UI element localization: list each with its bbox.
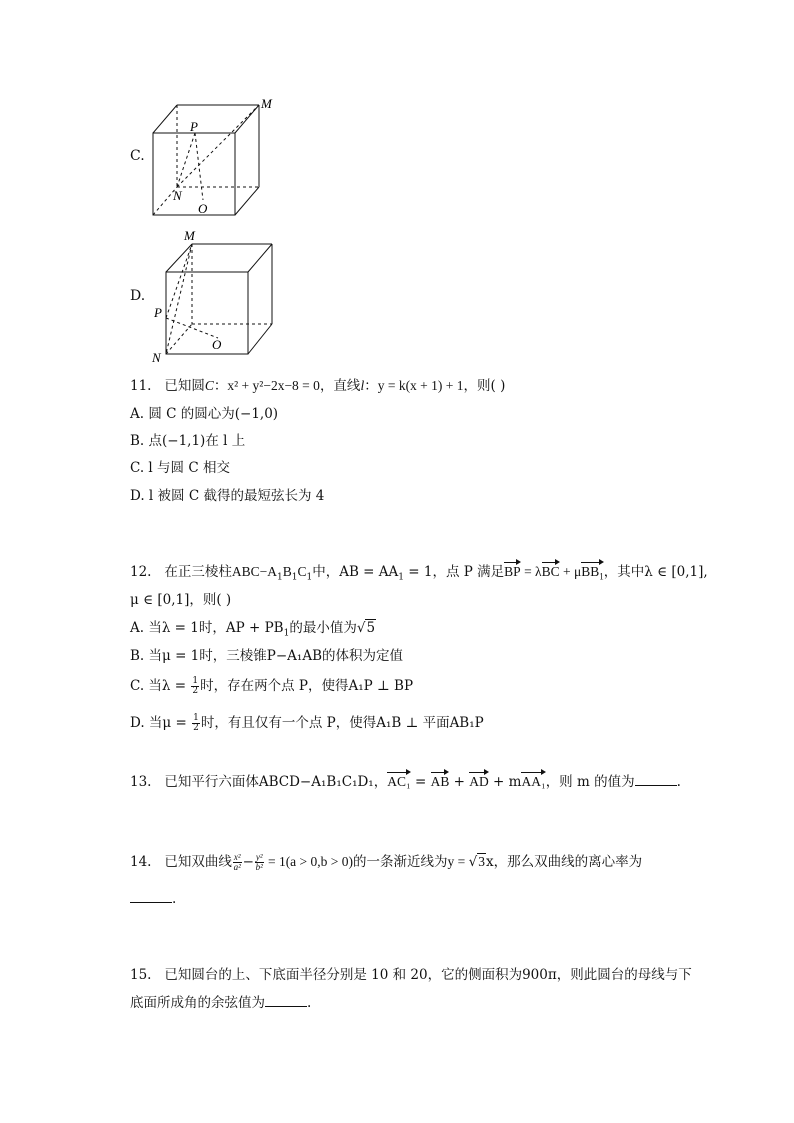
option-text: 时，有且仅有一个点 P，使得A₁B ⊥ 平面AB₁P	[200, 715, 484, 731]
question-number: 15.	[130, 967, 152, 983]
fraction-num: 1	[193, 713, 199, 723]
fraction-den: b²	[255, 862, 263, 872]
stem-text: + m	[488, 774, 522, 790]
option-text: 时，存在两个点 P，使得A₁P ⊥ BP	[200, 678, 414, 694]
option-12-d	[130, 713, 484, 733]
figure-c-letter: C.	[130, 148, 145, 164]
stem-text: .	[172, 891, 177, 907]
option-11-a: A. 圆 C 的圆心为(−1,0)	[130, 406, 279, 422]
vector-ab: AB	[431, 772, 450, 792]
question-11	[130, 376, 505, 396]
question-number: 12.	[130, 564, 152, 580]
stem-text: 底面所成角的余弦值为	[130, 995, 265, 1011]
vector-bp: BP	[504, 562, 521, 582]
fraction	[233, 853, 242, 872]
fraction	[191, 677, 199, 696]
figure-d-letter: D.	[130, 288, 146, 304]
cube-figure-c	[145, 95, 285, 220]
stem-text: ，直线	[319, 378, 361, 394]
stem-text: ，则 m 的值为	[545, 774, 635, 790]
question-13	[130, 771, 681, 792]
stem-text: ：	[364, 378, 378, 394]
label-p: P	[154, 305, 162, 320]
vector-ac1: AC₁	[387, 772, 410, 792]
vector-ad: AD	[469, 772, 489, 792]
question-number: 13.	[130, 774, 152, 790]
answer-blank[interactable]	[265, 992, 307, 1007]
vector-bc: BC	[542, 562, 560, 582]
fraction-num: 1	[192, 676, 199, 686]
fraction-den: 2	[193, 723, 199, 733]
sqrt-value: 5	[366, 620, 376, 636]
circle-equation: x² + y²−2x−8 = 0	[227, 378, 320, 393]
stem-sub: 1	[306, 572, 313, 583]
option-text: 的最小值为	[289, 620, 357, 636]
vector-bb1	[581, 562, 604, 587]
stem-text: 中，AB = AA	[312, 564, 399, 580]
fraction-num: x²	[233, 852, 241, 862]
question-14-line2	[130, 888, 176, 909]
sqrt-value: 3	[478, 854, 485, 869]
option-text: A. 当λ = 1时，AP + PB	[130, 620, 284, 636]
option-11-c: C. l 与圆 C 相交	[130, 460, 230, 476]
stem-text: 已知圆台的上、下底面半径分别是 10 和 20，它的侧面积为900π，则此圆台的母线与下	[164, 967, 692, 983]
stem-text: 已知圆	[164, 378, 205, 394]
stem-text: C	[297, 564, 307, 579]
option-12-a: A. 当λ = 1时，AP + $PB_1$的最小值为√5	[130, 620, 376, 639]
label-n: N	[152, 350, 161, 365]
vector-aa1: AA₁	[521, 772, 545, 792]
option-11-d: D. l 被圆 C 截得的最短弦长为 4	[130, 488, 325, 504]
fraction-den: a²	[233, 862, 241, 872]
stem-sub: 1	[276, 572, 283, 583]
stem-var: l	[360, 378, 365, 393]
fraction-den: 2	[192, 686, 199, 696]
stem-text: +	[449, 774, 470, 790]
fraction	[255, 853, 264, 872]
question-12	[130, 562, 708, 588]
stem-text: B	[282, 564, 292, 579]
stem-text: ：	[213, 378, 228, 394]
stem-text: −	[242, 854, 254, 870]
question-number: 11.	[130, 378, 152, 394]
question-15-line2	[130, 992, 311, 1013]
vector-sub: 1	[599, 571, 604, 582]
option-12-c	[130, 676, 413, 696]
option-11-b: B. 点(−1,1)在 l 上	[130, 433, 246, 449]
stem-text: .	[307, 995, 312, 1011]
option-text: C. 当λ =	[130, 678, 191, 694]
stem-text: = λ	[520, 564, 542, 579]
answer-blank[interactable]	[635, 771, 677, 786]
question-number: 14.	[130, 854, 152, 870]
option-12-b: B. 当μ = 1时，三棱锥P−A₁AB的体积为定值	[130, 648, 403, 664]
label-m: M	[261, 96, 272, 111]
stem-text: + μ	[559, 564, 582, 579]
fraction-num: y²	[255, 852, 263, 862]
stem-text: .	[676, 774, 681, 790]
label-p: P	[190, 119, 198, 134]
stem-text: 已知双曲线	[164, 854, 232, 870]
stem-text: =	[410, 774, 431, 790]
label-n: N	[173, 188, 182, 203]
stem-text: = 1，点 P 满足	[404, 564, 505, 580]
stem-sub: 1	[398, 572, 405, 583]
stem-text: 已知平行六面体ABCD−A₁B₁C₁D₁，	[164, 774, 388, 790]
line-equation: y = k(x + 1) + 1	[377, 378, 464, 393]
question-14: 14. 已知双曲线 $\frac{\text{x²}}{\text{a²}}$ − $\frac{\text{y²}}{\text{b²}}$ = 1(a > 0,b > 0)的一条渐近线为y = √3x，那么双曲线的离心率为	[130, 852, 643, 872]
question-15	[130, 965, 692, 985]
question-12-line2: μ ∈ [0,1]，则( )	[130, 592, 232, 608]
stem-text: ，其中λ ∈ [0,1],	[603, 564, 708, 580]
stem-sub: 1	[291, 572, 298, 583]
option-sub: 1	[283, 628, 290, 639]
label-o: O	[198, 201, 208, 216]
cube-figure-d	[148, 228, 278, 368]
answer-blank[interactable]	[130, 888, 172, 903]
label-o: O	[212, 337, 222, 352]
stem-var: C	[204, 378, 214, 393]
fraction	[192, 714, 200, 733]
stem-text: x，那么双曲线的离心率为	[486, 854, 643, 870]
vector-text: BB	[581, 564, 600, 579]
stem-text: 在正三棱柱ABC−A	[164, 564, 277, 579]
option-text: D. 当μ =	[130, 715, 192, 731]
stem-text: ，则( )	[463, 378, 506, 394]
stem-text: = 1(a > 0,b > 0)的一条渐近线为y =	[264, 854, 469, 869]
label-m: M	[184, 228, 195, 243]
